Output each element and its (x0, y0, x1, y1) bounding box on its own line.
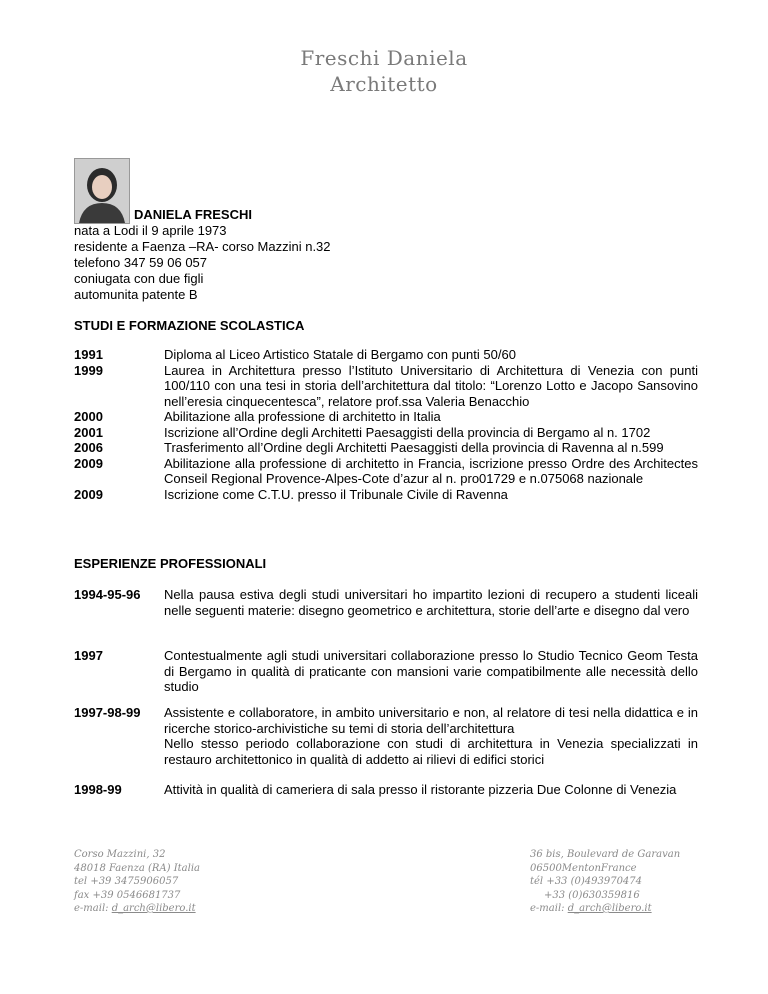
experience-year: 1998-99 (74, 782, 122, 797)
address-line: tél +33 (0)493970474 (530, 876, 643, 887)
study-year: 2001 (74, 424, 103, 440)
study-text: Iscrizione all’Ordine degli Architetti Paesaggisti della provincia di Bergamo al n. 1702 (164, 424, 651, 440)
letterhead (0, 45, 768, 97)
studies-title: STUDI E FORMAZIONE SCOLASTICA (74, 318, 305, 333)
study-row (74, 440, 698, 456)
experience-text: Assistente e collaboratore, in ambito universitario e non, al relatore di tesi nella didattica e in ricerche storico-archivistiche su temi di storia dell’architettura (164, 705, 698, 736)
address-line: 48018 Faenza (RA) Italia (74, 862, 201, 874)
address-line: 36 bis, Boulevard de Garavan (530, 849, 681, 860)
email-prefix: e-mail: (74, 903, 112, 914)
study-year: 2006 (74, 440, 103, 455)
info-line: coniugata con due figli (74, 271, 204, 286)
footer-right-address (530, 848, 680, 916)
email-line (74, 902, 200, 916)
experience-row (74, 587, 698, 618)
footer-left-address (74, 848, 200, 916)
experience-text: Nello stesso periodo collaborazione con studi di architettura in Venezia specializzati in restauro architettonico in qualità di addetto ai rilievi di edifici storici (164, 736, 698, 767)
info-line: automunita patente B (74, 287, 198, 302)
experience-title: ESPERIENZE PROFESSIONALI (74, 556, 267, 571)
study-row (74, 487, 698, 503)
address-line: fax +39 0546681737 (74, 889, 181, 901)
experience-row (74, 648, 698, 695)
info-line: telefono 347 59 06 057 (74, 255, 208, 270)
study-text: Abilitazione alla professione di architetto in Italia (164, 409, 441, 424)
experience-row (74, 782, 698, 798)
study-year: 1999 (74, 362, 103, 378)
experience-text-block (164, 705, 698, 767)
address-line: tel +39 3475906057 (74, 876, 179, 887)
letterhead-title: Architetto (330, 72, 438, 96)
experience-text: Nella pausa estiva degli studi universitari ho impartito lezioni di recupero a studenti liceali nelle seguenti materie: disegno geometrico e architettura, storie dell’arte e disegno dal vero (164, 587, 698, 618)
experience-text: Contestualmente agli studi universitari collaborazione presso lo Studio Tecnico Geom Testa di Bergamo in qualità di praticante con mansioni varie compatibilmente alle necessità dello studio (164, 648, 698, 694)
address-line: +33 (0)630359816 (544, 889, 640, 901)
address-line: Corso Mazzini, 32 (74, 849, 166, 860)
study-row (74, 409, 698, 425)
study-year: 1991 (74, 347, 103, 362)
address-line: 06500MentonFrance (530, 862, 637, 874)
experience-row (74, 705, 698, 767)
letterhead-name: Freschi Daniela (300, 46, 468, 70)
info-line: nata a Lodi il 9 aprile 1973 (74, 223, 227, 238)
study-text: Diploma al Liceo Artistico Statale di Bergamo con punti 50/60 (164, 347, 516, 362)
study-row (74, 425, 698, 441)
experience-year: 1997 (74, 648, 103, 663)
info-line: residente a Faenza –RA- corso Mazzini n.32 (74, 239, 331, 254)
study-row (74, 456, 698, 487)
study-text: Abilitazione alla professione di architetto in Francia, iscrizione presso Ordre des Architectes Conseil Regional Provence-Alpes-Cote d’azur al n. pro01729 e n.075068 nazionale (164, 455, 698, 486)
email-link[interactable]: d_arch@libero.it (111, 903, 196, 914)
experience-text: Attività in qualità di cameriera di sala presso il ristorante pizzeria Due Colonne di Venezia (164, 782, 677, 797)
study-row (74, 347, 698, 363)
study-text: Trasferimento all’Ordine degli Architetti Paesaggisti della provincia di Ravenna al n.599 (164, 440, 664, 455)
email-line (530, 902, 680, 916)
study-text: Laurea in Architettura presso l’Istituto Universitario di Architettura di Venezia con punti 100/110 con una tesi in storia dell’architettura dal titolo: “Lorenzo Lotto e Jacopo Sansovino nell’eresia cinquecentesca”, relatore prof.ssa Valeria Benacchio (164, 362, 698, 409)
study-text: Iscrizione come C.T.U. presso il Tribunale Civile di Ravenna (164, 486, 508, 502)
study-row (74, 363, 698, 410)
experience-year: 1994-95-96 (74, 587, 141, 602)
personal-info (74, 207, 474, 303)
study-year: 2000 (74, 409, 103, 424)
email-prefix: e-mail: (530, 903, 568, 914)
full-name: DANIELA FRESCHI (134, 207, 252, 222)
study-year: 2009 (74, 455, 103, 471)
experience-year: 1997-98-99 (74, 705, 141, 720)
study-year: 2009 (74, 486, 103, 502)
studies-list (74, 347, 698, 502)
email-link[interactable]: d_arch@libero.it (567, 903, 652, 914)
